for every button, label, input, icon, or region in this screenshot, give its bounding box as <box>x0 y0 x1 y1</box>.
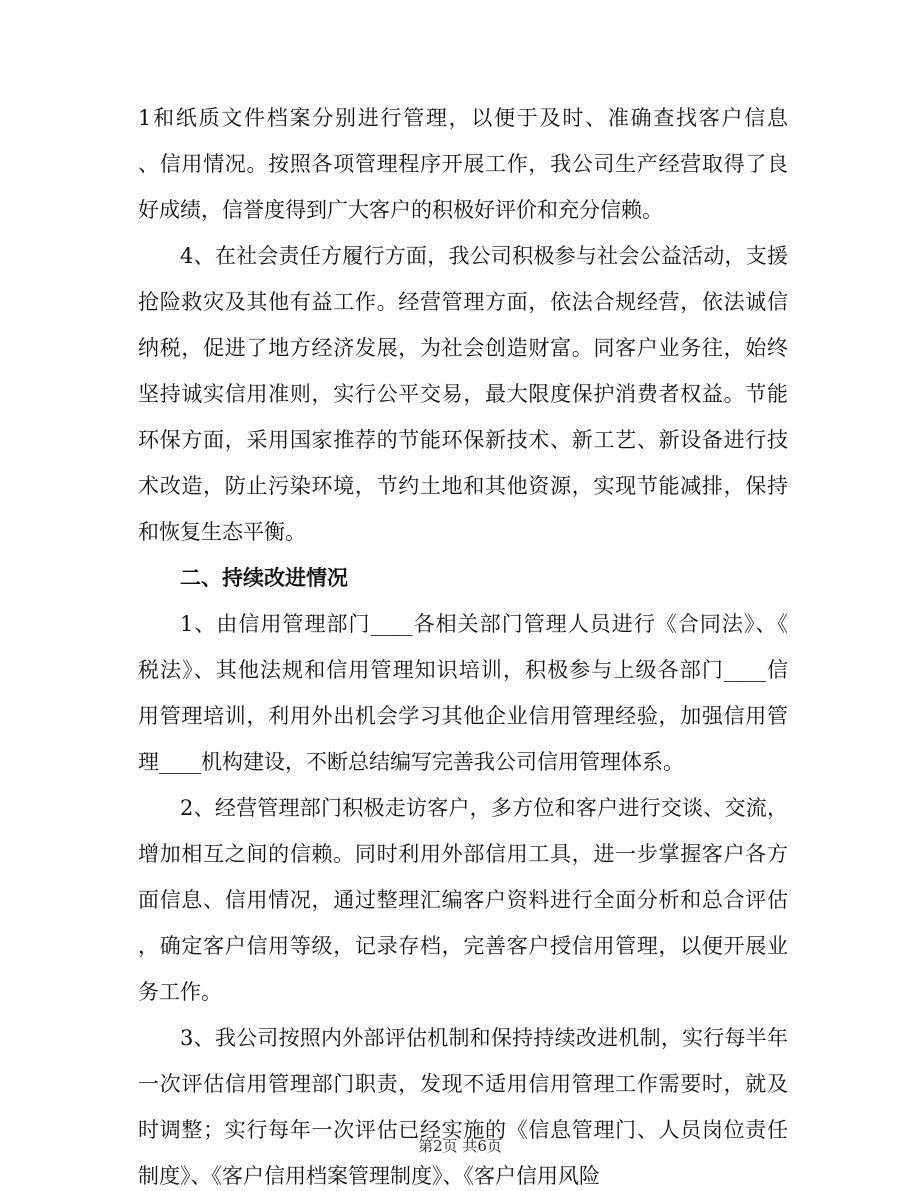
text-line: 税法》、其他法规和信用管理知识培训，积极参与上级各部门____信 <box>138 658 788 682</box>
text-line: ，确定客户信用等级，记录存档，完善客户授信用管理，以便开展业 <box>138 934 788 958</box>
text-line: 、信用情况。按照各项管理程序开展工作，我公司生产经营取得了良 <box>138 152 788 176</box>
section-heading: 二、持续改进情况 <box>180 565 348 590</box>
text-line: 理____机构建设，不断总结编写完善我公司信用管理体系。 <box>138 750 684 774</box>
text-line: 时调整；实行每年一次评估已经实施的《信息管理门、人员岗位责任 <box>138 1118 788 1142</box>
text-line: 和恢复生态平衡。 <box>138 520 306 544</box>
paragraph-first-line: 3、我公司按照内外部评估机制和保持持续改进机制，实行每半年 <box>180 1026 788 1050</box>
text-line: 1和纸质文件档案分别进行管理，以便于及时、准确查找客户信息 <box>138 106 788 130</box>
paragraph-first-line: 2、经营管理部门积极走访客户，多方位和客户进行交谈、交流， <box>180 796 788 820</box>
text-line: 增加相互之间的信赖。同时利用外部信用工具，进一步掌握客户各方 <box>138 842 788 866</box>
paragraph-first-line: 1、由信用管理部门____各相关部门管理人员进行《合同法》、《 <box>180 612 788 636</box>
text-line: 务工作。 <box>138 980 222 1004</box>
text-line: 好成绩，信誉度得到广大客户的积极好评价和充分信赖。 <box>138 198 663 222</box>
text-line: 制度》、《客户信用档案管理制度》、《客户信用风险 <box>138 1164 600 1188</box>
text-line: 面信息、信用情况，通过整理汇编客户资料进行全面分析和总合评估 <box>138 888 788 912</box>
text-line: 用管理培训，利用外出机会学习其他企业信用管理经验，加强信用管 <box>138 704 788 728</box>
text-line: 抢险救灾及其他有益工作。经营管理方面，依法合规经营，依法诚信 <box>138 290 788 314</box>
text-line: 环保方面，采用国家推荐的节能环保新技术、新工艺、新设备进行技 <box>138 428 788 452</box>
text-line: 纳税，促进了地方经济发展，为社会创造财富。同客户业务往，始终 <box>138 336 788 360</box>
page-number-footer: 第2页 共6页 <box>418 1137 502 1155</box>
text-line: 术改造，防止污染环境，节约土地和其他资源，实现节能减排，保持 <box>138 474 788 498</box>
text-line: 一次评估信用管理部门职责，发现不适用信用管理工作需要时，就及 <box>138 1072 788 1096</box>
text-line: 坚持诚实信用准则，实行公平交易，最大限度保护消费者权益。节能 <box>138 382 788 406</box>
paragraph-first-line: 4、在社会责任方履行方面，我公司积极参与社会公益活动，支援 <box>180 244 788 268</box>
